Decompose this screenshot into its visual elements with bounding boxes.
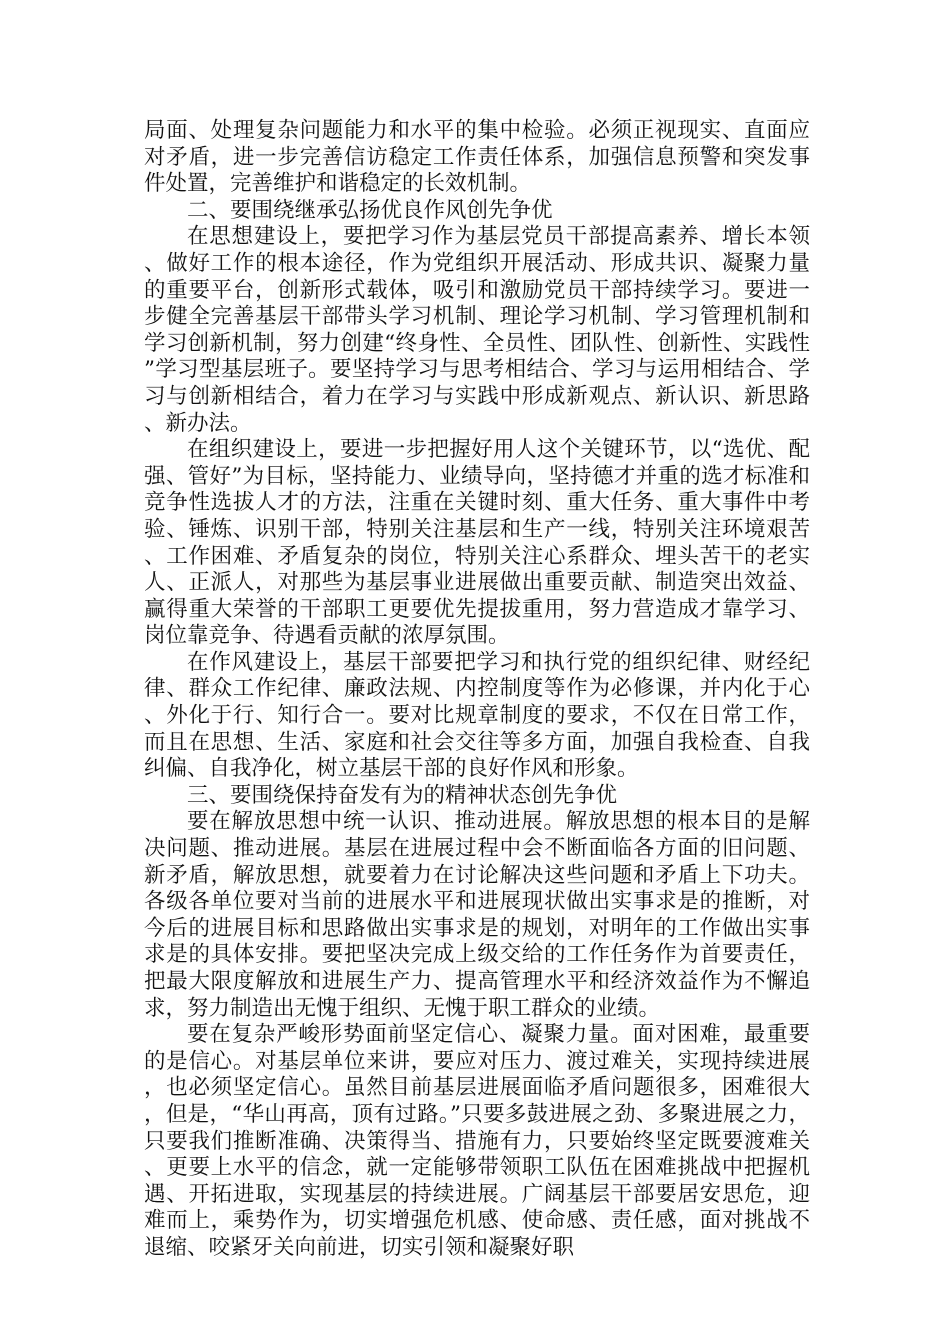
- section-heading-3: 三、要围绕保持奋发有为的精神状态创先争优: [187, 782, 618, 808]
- paragraph-3: 在思想建设上，要把学习作为基层党员干部提高素养、增长本领、做好工作的根本途径，作为党组织开展活动、形成共识、凝聚力量的重要平台，创新形式载体，吸引和激励党员干部持续学习。要进一步健全完善基层干部带头学习机制、理论学习机制、学习管理机制和学习创新机制，努力创建“终身性、全员性、团队性、创新性、实践性”学习型基层班子。要坚持学习与思考相结合、学习与运用相结合、学习与创新相结合，着力在学习与实践中形成新观点、新认识、新思路、新办法。: [144, 224, 810, 436]
- paragraph-8: 要在复杂严峻形势面前坚定信心、凝聚力量。面对困难，最重要的是信心。对基层单位来讲，要应对压力、渡过难关，实现持续进展，也必须坚定信心。虽然目前基层进展面临矛盾问题很多，困难很大，但是，“华山再高，顶有过路。”只要多鼓进展之劲、多聚进展之力，只要我们推断准确、决策得当、措施有力，只要始终坚定既要渡难关、更要上水平的信念，就一定能够带领职工队伍在困难挑战中把握机遇、开拓进取，实现基层的持续进展。广阔基层干部要居安思危，迎难而上，乘势作为，切实增强危机感、使命感、责任感，面对挑战不退缩、咬紧牙关向前进，切实引领和凝聚好职: [144, 1022, 810, 1260]
- paragraph-1: 局面、处理复杂问题能力和水平的集中检验。必须正视现实、直面应对矛盾，进一步完善信访稳定工作责任体系，加强信息预警和突发事件处置，完善维护和谐稳定的长效机制。: [144, 118, 810, 197]
- paragraph-4: 在组织建设上，要进一步把握好用人这个关键环节，以“选优、配强、管好”为目标，坚持能力、业绩导向，坚持德才并重的选才标准和竞争性选拔人才的方法，注重在关键时刻、重大任务、重大事件中考验、锤炼、识别干部，特别关注基层和生产一线，特别关注环境艰苦、工作困难、矛盾复杂的岗位，特别关注心系群众、埋头苦干的老实人、正派人，对那些为基层事业进展做出重要贡献、制造突出效益、赢得重大荣誉的干部职工更要优先提拔重用，努力营造成才靠学习、岗位靠竞争、待遇看贡献的浓厚氛围。: [144, 437, 810, 649]
- section-heading-2: 二、要围绕继承弘扬优良作风创先争优: [187, 197, 553, 223]
- paragraph-7: 要在解放思想中统一认识、推动进展。解放思想的根本目的是解决问题、推动进展。基层在进展过程中会不断面临各方面的旧问题、新矛盾，解放思想，就要着力在讨论解决这些问题和矛盾上下功夫。各级各单位要对当前的进展水平和进展现状做出实事求是的推断，对今后的进展目标和思路做出实事求是的规划，对明年的工作做出实事求是的具体安排。要把坚决完成上级交给的工作任务作为首要责任，把最大限度解放和进展生产力、提高管理水平和经济效益作为不懈追求，努力制造出无愧于组织、无愧于职工群众的业绩。: [144, 809, 810, 1021]
- document-page: [144, 118, 810, 1262]
- paragraph-5: 在作风建设上，基层干部要把学习和执行党的组织纪律、财经纪律、群众工作纪律、廉政法规、内控制度等作为必修课，并内化于心、外化于行、知行合一。要对比规章制度的要求，不仅在日常工作，而且在思想、生活、家庭和社会交往等多方面，加强自我检查、自我纠偏、自我净化，树立基层干部的良好作风和形象。: [144, 649, 810, 782]
